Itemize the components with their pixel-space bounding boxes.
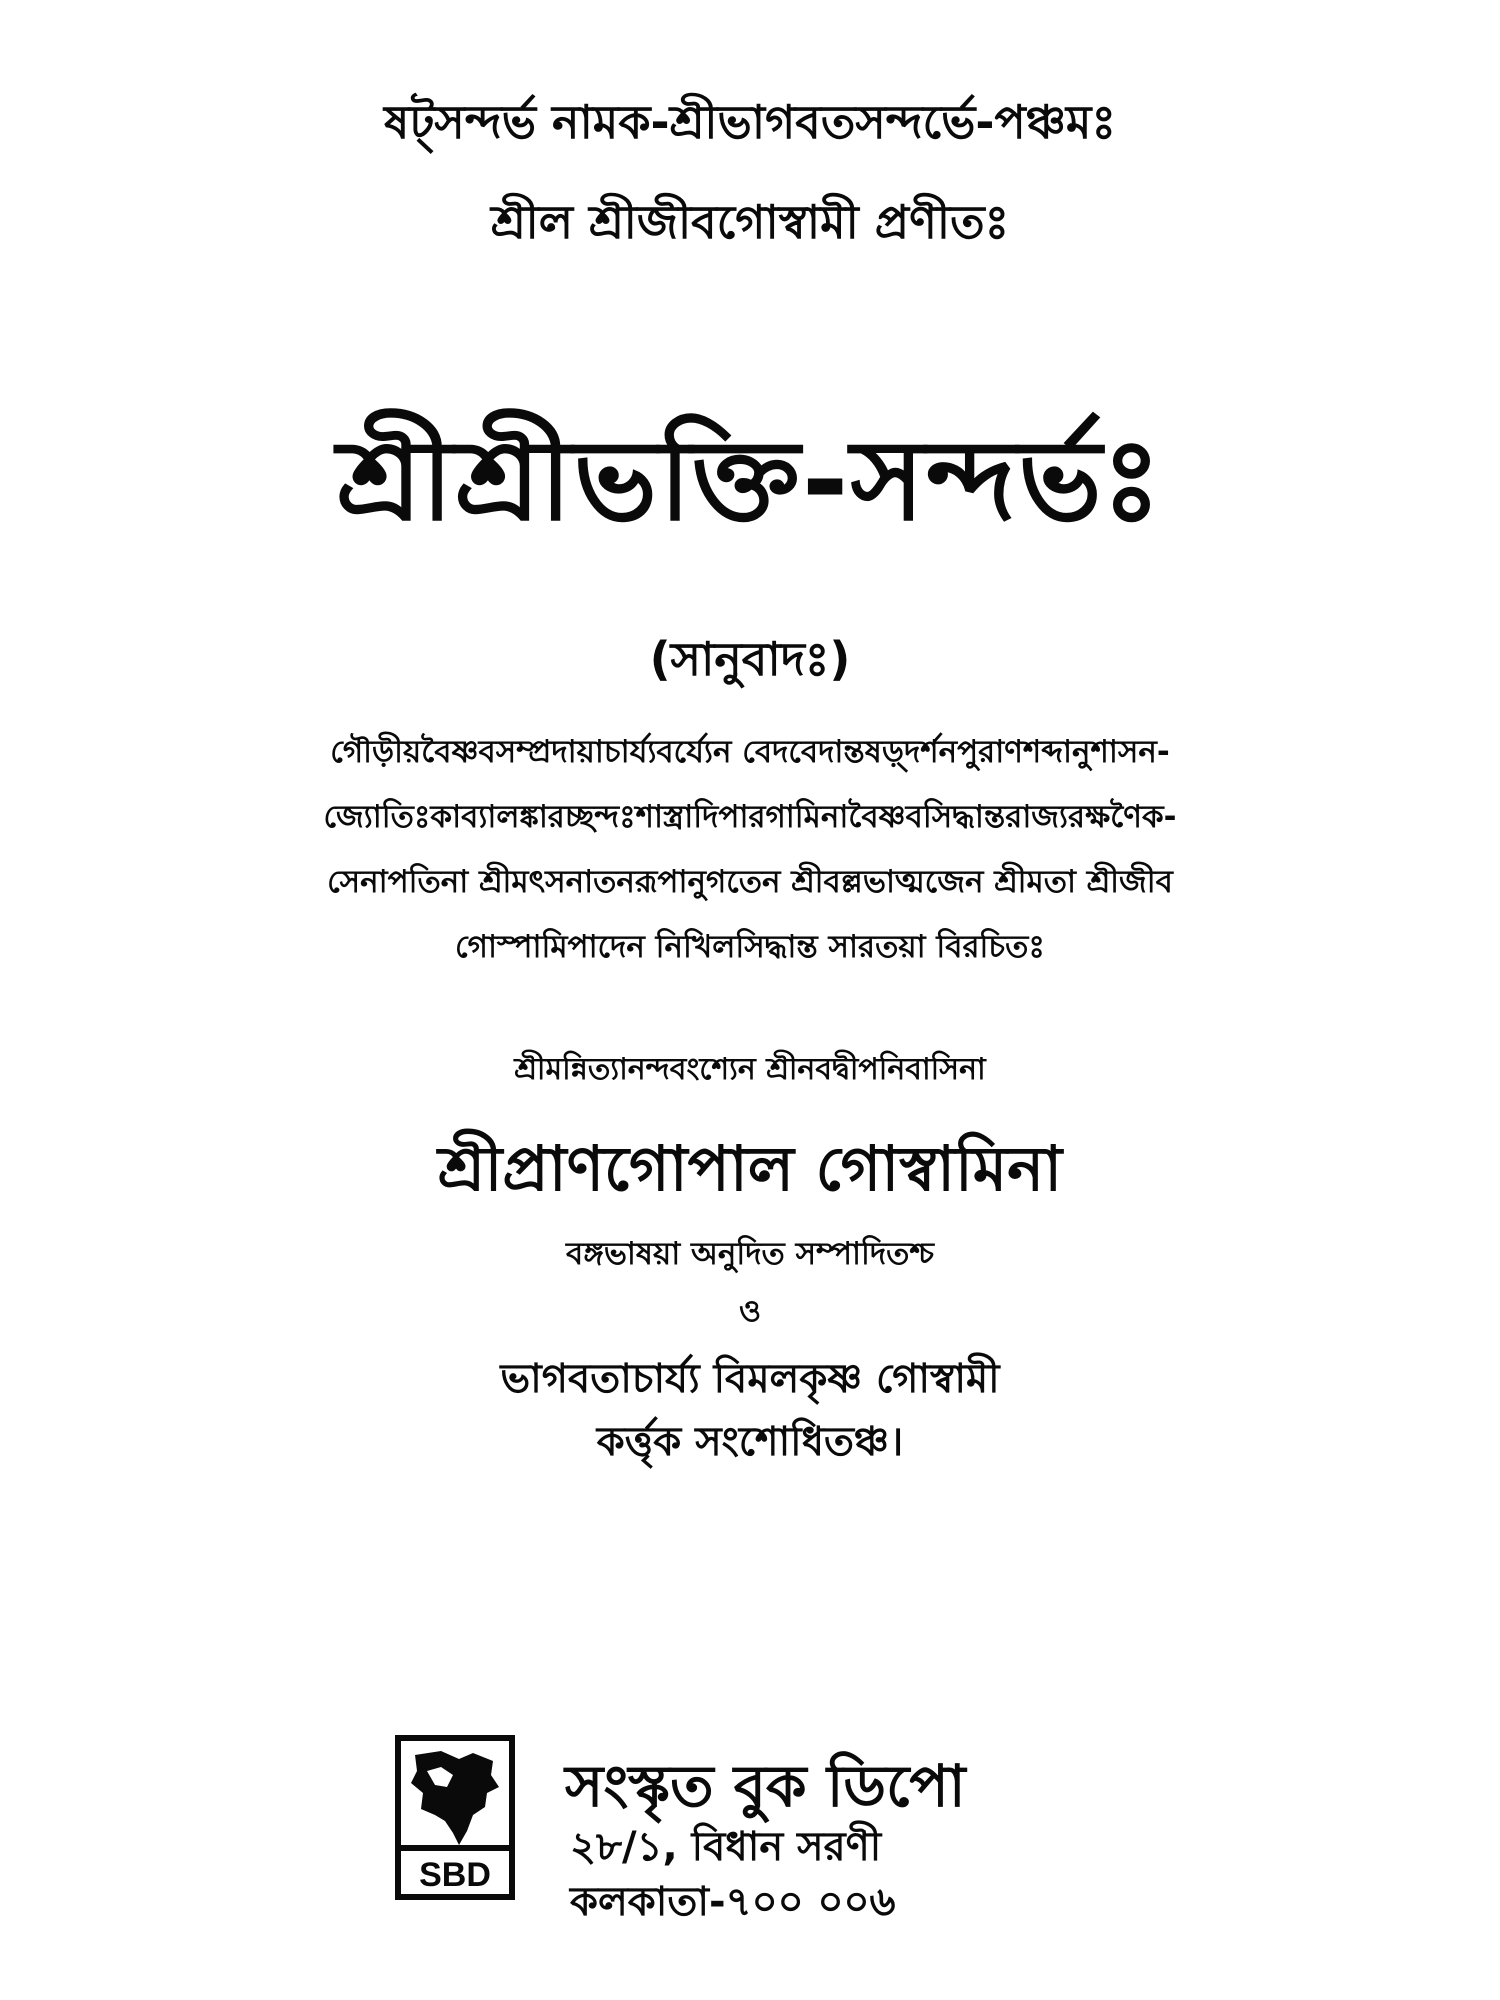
publisher-city: কলকাতা-৭০০ ০০৬ (570, 1879, 896, 1925)
publisher-logo-text: SBD (419, 1856, 491, 1894)
lineage-line: শ্রীমন্নিত্যানন্দবংশ্যেন শ্রীনবদ্বীপনিবাসিনা (514, 1052, 986, 1087)
reviser-line: ভাগবতাচার্য্য বিমলকৃষ্ণ গোস্বামী (500, 1356, 1000, 1402)
conjunction: ও (738, 1294, 762, 1329)
series-line: ষট্সন্দর্ভ নামক-শ্রীভাগবতসন্দর্ভে-পঞ্চমঃ (384, 95, 1116, 149)
revised-line: কর্ত্তৃক সংশোধিতঞ্চ। (596, 1419, 904, 1465)
description-line: জ্যোতিঃকাব্যালঙ্কারচ্ছন্দঃশাস্ত্রাদিপারগামিনাবৈষ্ণবসিদ্ধান্তরাজ্যরক্ষণৈক- (323, 799, 1177, 835)
main-title: শ্রীশ্রীভক্তি-সন্দর্ভঃ (336, 416, 1164, 546)
description-line: গৌড়ীয়বৈষ্ণবসম্প্রদায়াচার্য্যবর্য্যেন বেদবেদান্তষড়্দর্শনপুরাণশব্দানুশাসন- (330, 734, 1170, 770)
translated-line: বঙ্গভাষয়া অনুদিত সম্পাদিতশ্চ (566, 1236, 934, 1272)
author-line: শ্রীল শ্রীজীবগোস্বামী প্রণীতঃ (490, 195, 1010, 249)
description-line: গোস্পামিপাদেন নিখিলসিদ্ধান্ত সারতয়া বিরচিতঃ (455, 929, 1045, 965)
publisher-address: ২৮/১, বিধান সরণী (570, 1824, 882, 1870)
publisher-name: সংস্কৃত বুক ডিপো (565, 1752, 966, 1820)
publisher-logo-icon (395, 1735, 515, 1900)
description-line: সেনাপতিনা শ্রীমৎসনাতনরূপানুগতেন শ্রীবল্লভাত্মজেন শ্রীমতা শ্রীজীব (327, 864, 1173, 900)
subtitle: (সানুবাদঃ) (649, 632, 851, 686)
editor-name: শ্রীপ্রাণগোপাল গোস্বামিনা (437, 1132, 1063, 1205)
